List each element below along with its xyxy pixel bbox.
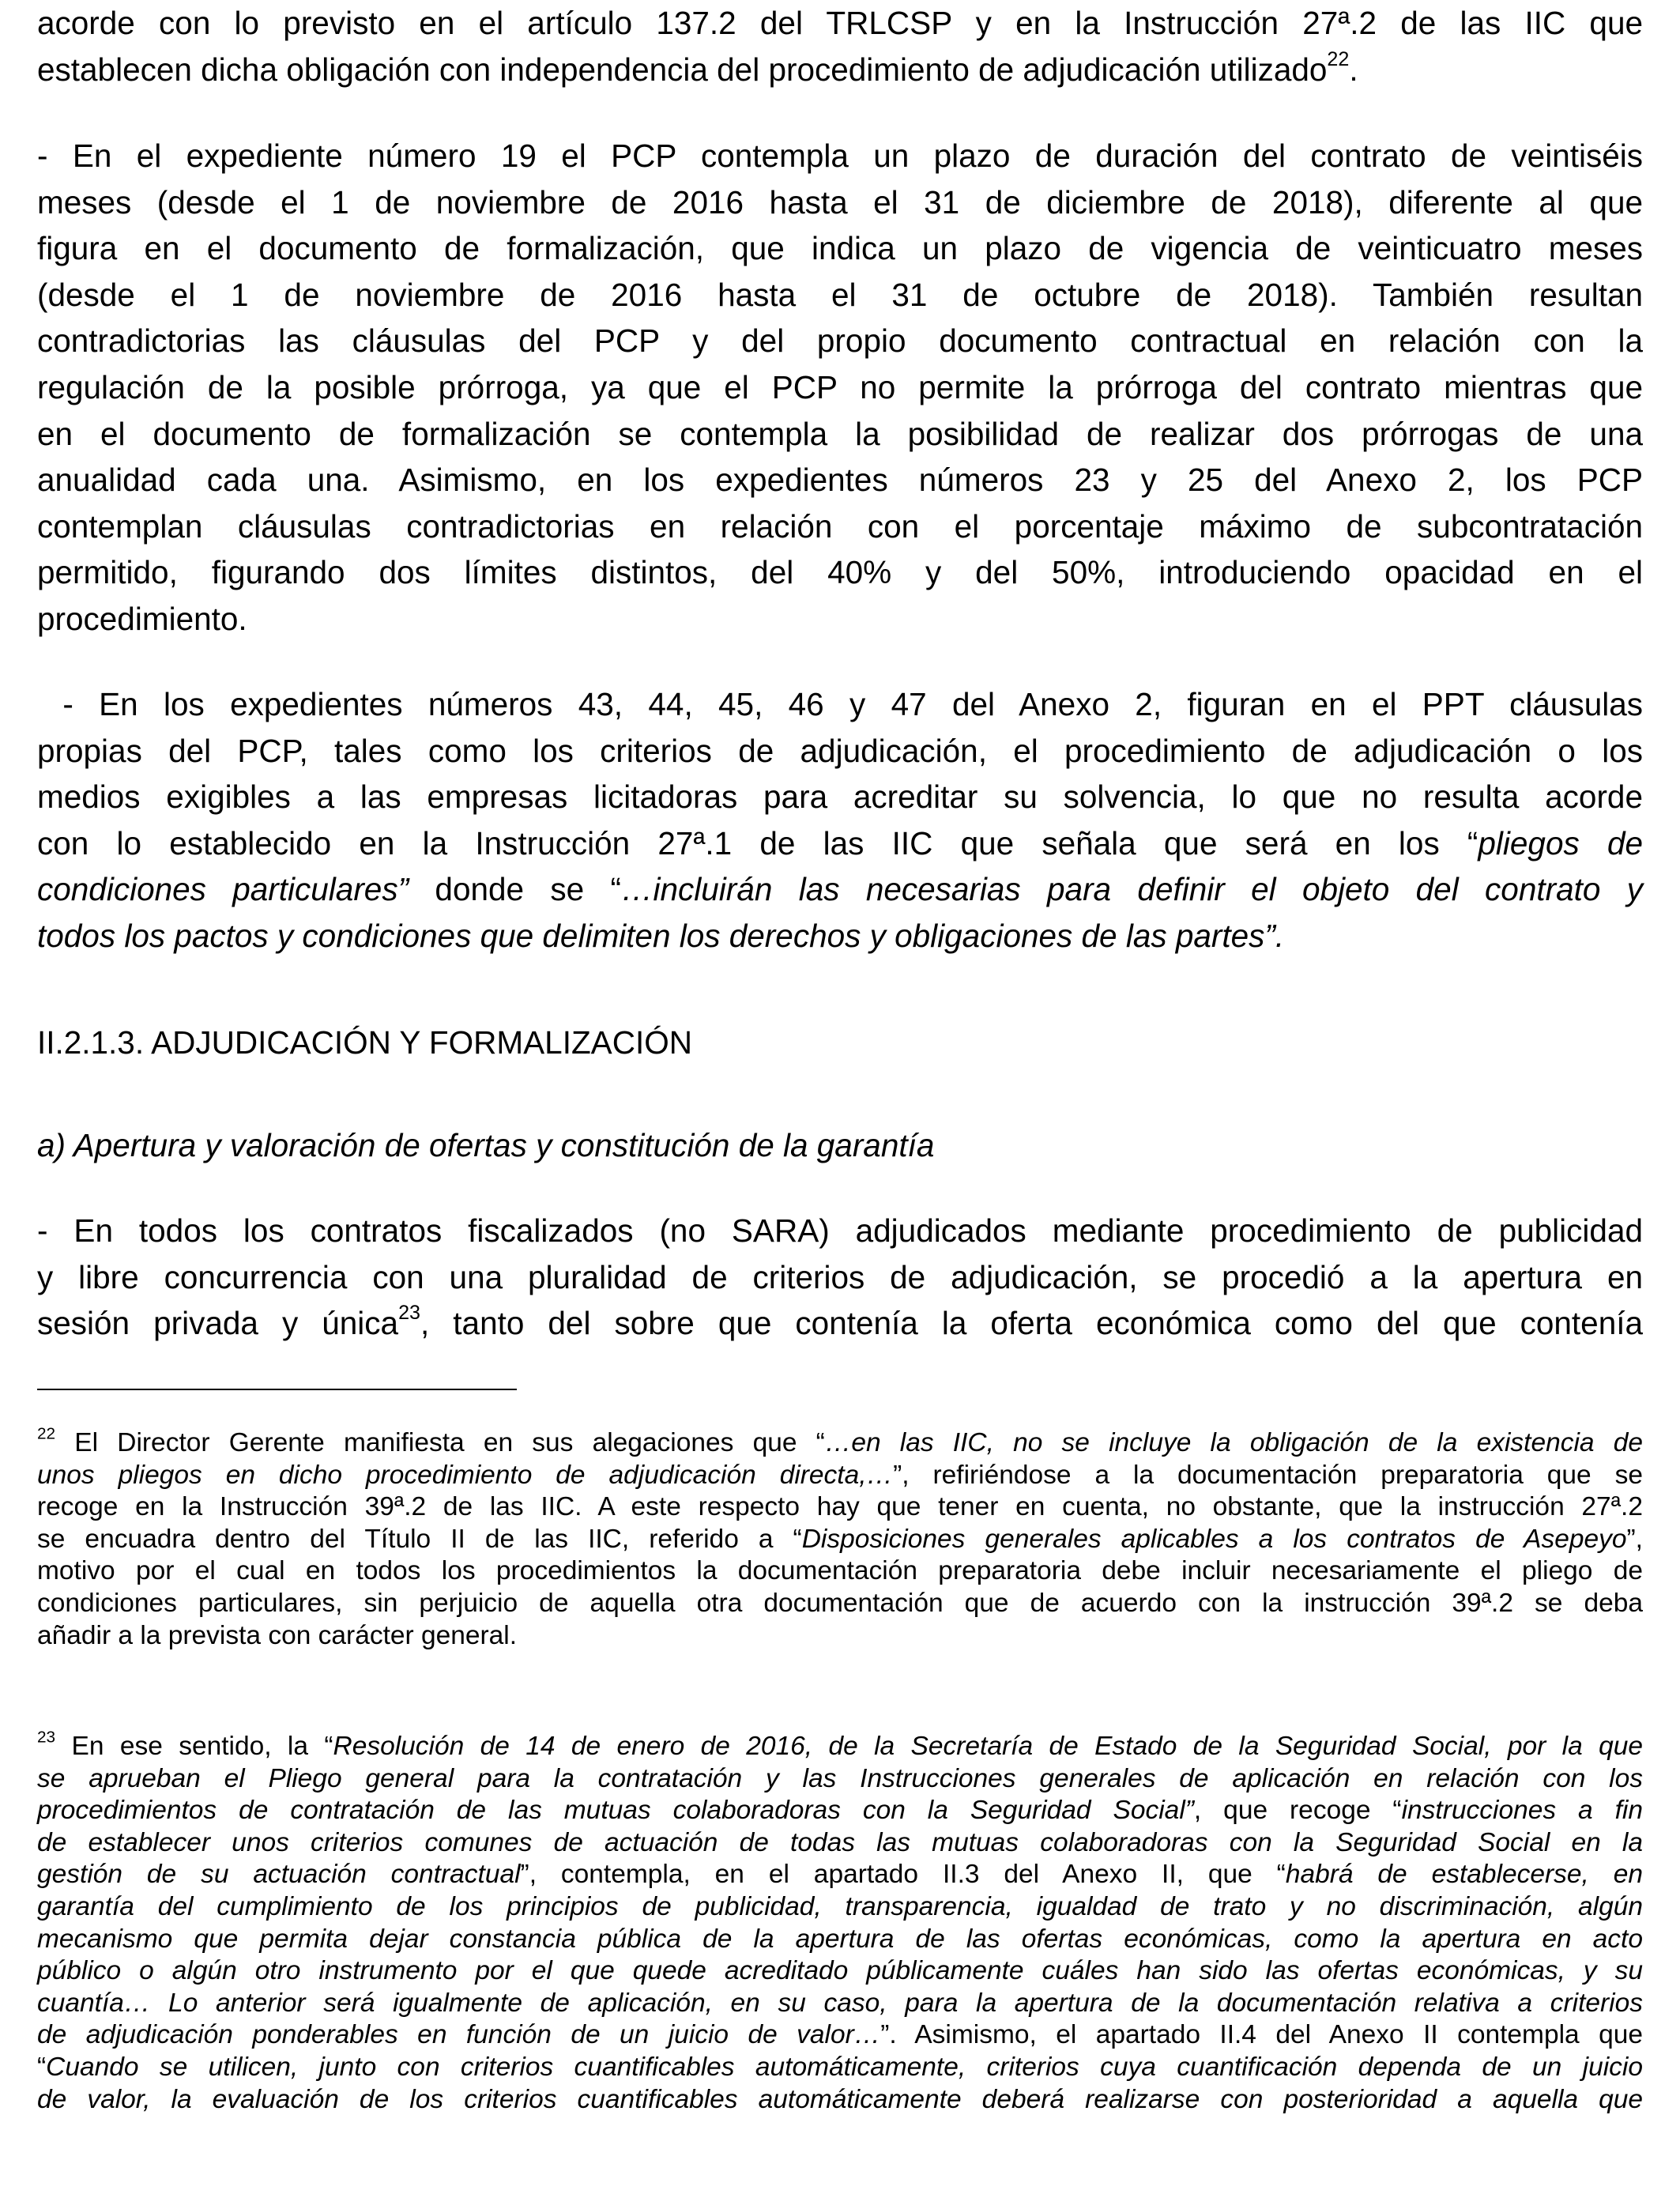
italic-quote: Cuando se utilicen, junto con criterios cuantificables automáticamente, criterios cuya cuantificación dependa de un juicio <box>46 2052 1643 2082</box>
text-segment: , tanto del sobre que contenía la oferta económica como del que contenía <box>420 1305 1643 1342</box>
text-line <box>37 2052 1643 2084</box>
text-line <box>37 1891 1643 1924</box>
footnote-number: 23 <box>37 1728 56 1747</box>
text-line: regulación de la posible prórroga, ya que el PCP no permite la prórroga del contrato mientras que <box>37 368 1643 405</box>
text-line <box>37 1424 1643 1460</box>
text-line: - En el expediente número 19 el PCP contempla un plazo de duración del contrato de veintiséis <box>37 138 1643 174</box>
text-line: contradictorias las cláusulas del PCP y del propio documento contractual en relación con la <box>37 322 1643 360</box>
text-line: y libre concurrencia con una pluralidad de criterios de adjudicación, se procedió a la apertura en <box>37 1258 1643 1295</box>
italic-quote: cuantía… Lo anterior será igualmente de aplicación, en su caso, para la apertura de la documentación relativa a criterios <box>37 1988 1643 2018</box>
text-line <box>37 1300 1643 1347</box>
italic-quote: condiciones particulares” <box>37 871 409 908</box>
italic-quote: pliegos de <box>1478 824 1643 861</box>
text-line <box>37 1988 1643 2020</box>
italic-quote: mecanismo que permita dejar constancia pública de la apertura de las ofertas económicas, como la apertura en acto <box>37 1924 1643 1954</box>
text-segment: “ <box>37 2052 47 2082</box>
text-line <box>37 820 1643 867</box>
italic-quote: de adjudicación ponderables en función de un juicio de valor… <box>37 2020 881 2050</box>
paragraph-expediente-19 <box>37 133 1643 688</box>
italic-quote: …incluirán las necesarias para definir el objeto del contrato y <box>621 871 1643 908</box>
text-line: motivo por el cual en todos los procedimientos la documentación preparatoria debe incluir necesariamente el pliego de <box>37 1556 1643 1586</box>
text-line: propias del PCP, tales como los criterios de adjudicación, el procedimiento de adjudicación o los <box>37 732 1643 769</box>
text-segment: ”, <box>1626 1524 1643 1554</box>
text-line: - En los expedientes números 43, 44, 45, 46 y 47 del Anexo 2, figuran en el PPT cláusulas <box>37 686 1643 722</box>
footnote-ref-23: 23 <box>398 1302 421 1325</box>
text-line: figura en el documento de formalización, que indica un plazo de vigencia de veinticuatro meses <box>37 230 1643 267</box>
footnote-separator <box>37 1389 517 1390</box>
text-line: en el documento de formalización se contempla la posibilidad de realizar dos prórrogas de una <box>37 415 1643 452</box>
text-line <box>37 1524 1643 1556</box>
italic-quote: Disposiciones generales aplicables a los contratos de Asepeyo <box>801 1524 1627 1554</box>
text-line: condiciones particulares, sin perjuicio de aquella otra documentación que de acuerdo con la instrucción 39ª.2 se deba <box>37 1588 1643 1618</box>
text-line <box>37 866 1643 913</box>
subsection-heading <box>37 1122 934 1168</box>
text-line <box>37 1460 1643 1492</box>
italic-quote: de valor, la evaluación de los criterios cuantificables automáticamente deberá realizarse con posterioridad a aquella que <box>37 2084 1643 2114</box>
text-segment: se encuadra dentro del Título II de las IIC, referido a “ <box>37 1524 802 1554</box>
text-line: (desde el 1 de noviembre de 2016 hasta el 31 de octubre de 2018). También resultan <box>37 276 1643 313</box>
text-line: recoge en la Instrucción 39ª.2 de las IIC. A este respecto hay que tener en cuenta, no obstante, que la instrucción 27ª.2 <box>37 1492 1643 1522</box>
text-segment: El Director Gerente manifiesta en sus alegaciones que “ <box>55 1428 825 1457</box>
text-segment: ”. Asimismo, el apartado II.4 del Anexo II contempla que <box>880 2020 1643 2050</box>
italic-quote: garantía del cumplimiento de los principios de publicidad, transparencia, igualdad de trato y no discriminación, algún <box>37 1891 1643 1921</box>
italic-quote: se aprueban el Pliego general para la contratación y las Instrucciones generales de aplicación en relación con los <box>37 1763 1643 1793</box>
text-line <box>37 2084 1643 2117</box>
text-segment: En ese sentido, la “ <box>55 1732 333 1761</box>
text-line: procedimiento. <box>37 600 247 637</box>
footnote-ref-22: 22 <box>1327 47 1350 70</box>
text-line: permitido, figurando dos límites distintos, del 40% y del 50%, introduciendo opacidad en el <box>37 554 1643 591</box>
italic-quote: unos pliegos en dicho procedimiento de adjudicación directa,… <box>37 1460 894 1490</box>
paragraph-contratos-fiscalizados <box>37 1208 1643 1393</box>
italic-quote: habrá de establecerse, en <box>1285 1860 1643 1890</box>
footnote-number: 22 <box>37 1424 56 1443</box>
text-segment: establecen dicha obligación con independencia del procedimiento de adjudicación utilizado <box>37 51 1328 88</box>
paragraph-expedientes-43-47 <box>37 681 1643 1005</box>
footnote-22 <box>37 1424 1643 1652</box>
text-segment: ”, refiriéndose a la documentación preparatoria que se <box>893 1460 1643 1490</box>
text-line <box>37 1924 1643 1956</box>
text-line <box>37 1859 1643 1891</box>
italic-quote: de establecer unos criterios comunes de actuación de todas las mutuas colaboradoras con la Seguridad Social en la <box>37 1827 1643 1857</box>
italic-quote: instrucciones a fin <box>1401 1796 1643 1826</box>
italic-quote: gestión de su actuación contractual <box>37 1860 521 1890</box>
text-line <box>37 2019 1643 2052</box>
italic-quote: público o algún otro instrumento por el que quede acreditado públicamente cuáles han sido las ofertas económicas, y su <box>37 1956 1643 1986</box>
text-segment: . <box>1349 51 1358 88</box>
text-line <box>37 47 1643 93</box>
text-segment: con lo establecido en la Instrucción 27ª.1 de las IIC que señala que será en los “ <box>37 824 1478 861</box>
text-line <box>37 1795 1643 1827</box>
section-heading: II.2.1.3. ADJUDICACIÓN Y FORMALIZACIÓN <box>37 1024 692 1061</box>
text-line <box>37 1728 1643 1763</box>
text-segment: ”, contempla, en el apartado II.3 del Anexo II, que “ <box>520 1860 1286 1890</box>
text-line: añadir a la prevista con carácter general. <box>37 1620 518 1650</box>
italic-quote: Resolución de 14 de enero de 2016, de la Secretaría de Estado de la Seguridad Social, por la que <box>333 1732 1643 1761</box>
italic-quote: procedimientos de contratación de las mutuas colaboradoras con la Seguridad Social” <box>37 1796 1194 1826</box>
text-line: - En todos los contratos fiscalizados (no SARA) adjudicados mediante procedimiento de publicidad <box>37 1212 1643 1249</box>
text-line: meses (desde el 1 de noviembre de 2016 hasta el 31 de diciembre de 2018), diferente al que <box>37 183 1643 221</box>
text-segment: , que recoge “ <box>1193 1796 1402 1826</box>
text-line <box>37 913 1643 959</box>
text-line: acorde con lo previsto en el artículo 137.2 del TRLCSP y en la Instrucción 27ª.2 de las IIC que <box>37 5 1643 41</box>
text-line <box>37 1763 1643 1796</box>
italic-quote: …en las IIC, no se incluye la obligación de la existencia de <box>824 1428 1643 1457</box>
italic-quote: todos los pactos y condiciones que delimiten los derechos y obligaciones de las partes”. <box>37 917 1285 954</box>
paragraph-continuation <box>37 0 1643 139</box>
text-line <box>37 1955 1643 1988</box>
text-line: anualidad cada una. Asimismo, en los expedientes números 23 y 25 del Anexo 2, los PCP <box>37 462 1643 499</box>
text-line <box>37 1827 1643 1860</box>
text-segment: sesión privada y única <box>37 1305 399 1342</box>
text-segment: donde se “ <box>409 871 622 908</box>
text-line: contemplan cláusulas contradictorias en relación con el porcentaje máximo de subcontratación <box>37 507 1643 545</box>
footnote-23 <box>37 1728 1643 2116</box>
text-line: medios exigibles a las empresas licitadoras para acreditar su solvencia, lo que no resulta acorde <box>37 778 1643 816</box>
subsection-heading-text: a) Apertura y valoración de ofertas y constitución de la garantía <box>37 1127 935 1163</box>
